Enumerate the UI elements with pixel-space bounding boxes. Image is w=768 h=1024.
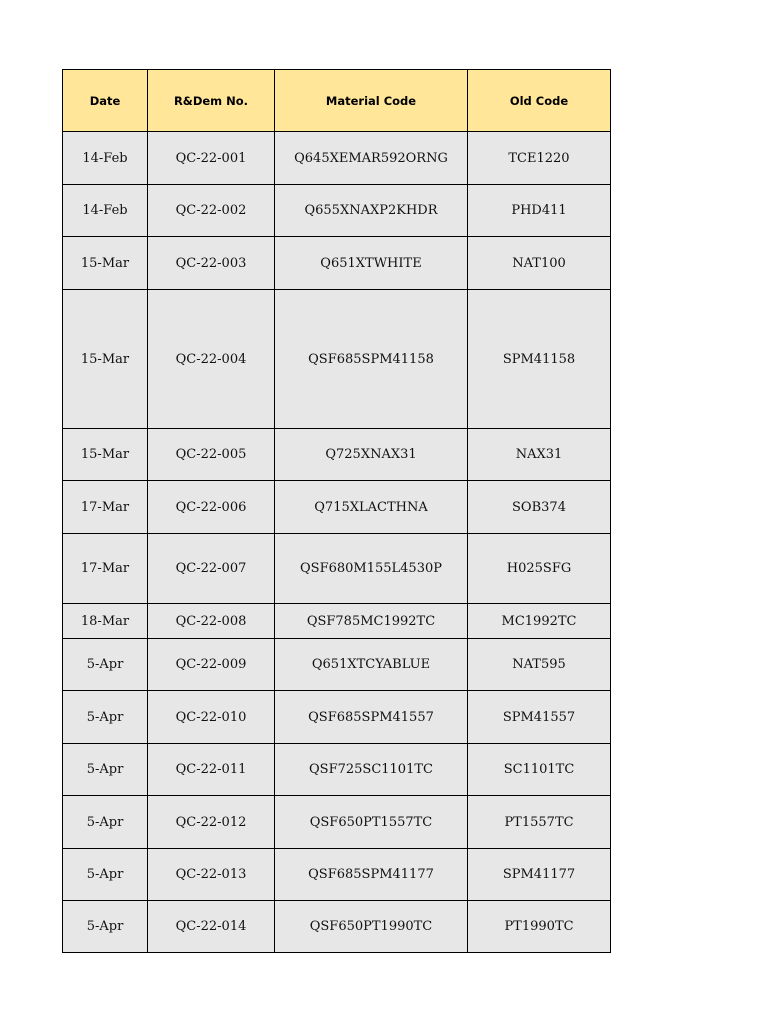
table-row xyxy=(63,132,611,185)
header-material-code[interactable]: Material Code xyxy=(275,70,468,132)
table-row xyxy=(63,691,611,744)
table-row xyxy=(63,534,611,604)
cell-material-code[interactable]: QSF680M155L4530P xyxy=(275,534,468,604)
cell-rd-no[interactable]: QC-22-003 xyxy=(148,237,275,290)
cell-date[interactable]: 5-Apr xyxy=(63,849,148,901)
cell-date[interactable]: 5-Apr xyxy=(63,901,148,953)
table-row xyxy=(63,849,611,901)
cell-date[interactable]: 14-Feb xyxy=(63,185,148,237)
table-row xyxy=(63,185,611,237)
cell-date[interactable]: 17-Mar xyxy=(63,534,148,604)
cell-date[interactable]: 15-Mar xyxy=(63,429,148,481)
material-code-table xyxy=(62,69,611,953)
cell-material-code[interactable]: QSF650PT1990TC xyxy=(275,901,468,953)
table-row xyxy=(63,237,611,290)
cell-old-code[interactable]: NAT100 xyxy=(468,237,611,290)
cell-old-code[interactable]: SPM41177 xyxy=(468,849,611,901)
cell-rd-no[interactable]: QC-22-001 xyxy=(148,132,275,185)
cell-rd-no[interactable]: QC-22-007 xyxy=(148,534,275,604)
cell-rd-no[interactable]: QC-22-008 xyxy=(148,604,275,639)
spreadsheet-table-container xyxy=(62,69,611,953)
cell-old-code[interactable]: SPM41158 xyxy=(468,290,611,429)
cell-date[interactable]: 17-Mar xyxy=(63,481,148,534)
cell-rd-no[interactable]: QC-22-009 xyxy=(148,639,275,691)
table-row xyxy=(63,744,611,796)
cell-material-code[interactable]: QSF685SPM41177 xyxy=(275,849,468,901)
cell-old-code[interactable]: MC1992TC xyxy=(468,604,611,639)
cell-old-code[interactable]: H025SFG xyxy=(468,534,611,604)
cell-date[interactable]: 5-Apr xyxy=(63,639,148,691)
header-old-code[interactable]: Old Code xyxy=(468,70,611,132)
cell-material-code[interactable]: Q645XEMAR592ORNG xyxy=(275,132,468,185)
cell-date[interactable]: 5-Apr xyxy=(63,691,148,744)
cell-old-code[interactable]: PT1557TC xyxy=(468,796,611,849)
table-row xyxy=(63,796,611,849)
cell-old-code[interactable]: PT1990TC xyxy=(468,901,611,953)
cell-old-code[interactable]: SPM41557 xyxy=(468,691,611,744)
cell-date[interactable]: 18-Mar xyxy=(63,604,148,639)
cell-date[interactable]: 5-Apr xyxy=(63,796,148,849)
header-rd-no[interactable]: R&Dem No. xyxy=(148,70,275,132)
table-row xyxy=(63,290,611,429)
cell-rd-no[interactable]: QC-22-006 xyxy=(148,481,275,534)
cell-material-code[interactable]: QSF725SC1101TC xyxy=(275,744,468,796)
header-date[interactable]: Date xyxy=(63,70,148,132)
cell-rd-no[interactable]: QC-22-013 xyxy=(148,849,275,901)
cell-material-code[interactable]: QSF650PT1557TC xyxy=(275,796,468,849)
cell-date[interactable]: 15-Mar xyxy=(63,237,148,290)
cell-old-code[interactable]: SOB374 xyxy=(468,481,611,534)
cell-material-code[interactable]: Q651XTWHITE xyxy=(275,237,468,290)
cell-date[interactable]: 14-Feb xyxy=(63,132,148,185)
header-row xyxy=(63,70,611,132)
cell-rd-no[interactable]: QC-22-014 xyxy=(148,901,275,953)
cell-rd-no[interactable]: QC-22-005 xyxy=(148,429,275,481)
cell-material-code[interactable]: Q651XTCYABLUE xyxy=(275,639,468,691)
cell-rd-no[interactable]: QC-22-002 xyxy=(148,185,275,237)
cell-old-code[interactable]: PHD411 xyxy=(468,185,611,237)
cell-old-code[interactable]: NAX31 xyxy=(468,429,611,481)
cell-date[interactable]: 5-Apr xyxy=(63,744,148,796)
table-row xyxy=(63,481,611,534)
cell-material-code[interactable]: Q715XLACTHNA xyxy=(275,481,468,534)
cell-date[interactable]: 15-Mar xyxy=(63,290,148,429)
cell-old-code[interactable]: NAT595 xyxy=(468,639,611,691)
cell-rd-no[interactable]: QC-22-010 xyxy=(148,691,275,744)
table-row xyxy=(63,901,611,953)
cell-material-code[interactable]: QSF685SPM41557 xyxy=(275,691,468,744)
table-row xyxy=(63,604,611,639)
cell-rd-no[interactable]: QC-22-004 xyxy=(148,290,275,429)
cell-old-code[interactable]: SC1101TC xyxy=(468,744,611,796)
cell-material-code[interactable]: QSF685SPM41158 xyxy=(275,290,468,429)
cell-material-code[interactable]: Q655XNAXP2KHDR xyxy=(275,185,468,237)
cell-old-code[interactable]: TCE1220 xyxy=(468,132,611,185)
cell-rd-no[interactable]: QC-22-011 xyxy=(148,744,275,796)
table-row xyxy=(63,639,611,691)
cell-material-code[interactable]: QSF785MC1992TC xyxy=(275,604,468,639)
cell-material-code[interactable]: Q725XNAX31 xyxy=(275,429,468,481)
table-row xyxy=(63,429,611,481)
cell-rd-no[interactable]: QC-22-012 xyxy=(148,796,275,849)
